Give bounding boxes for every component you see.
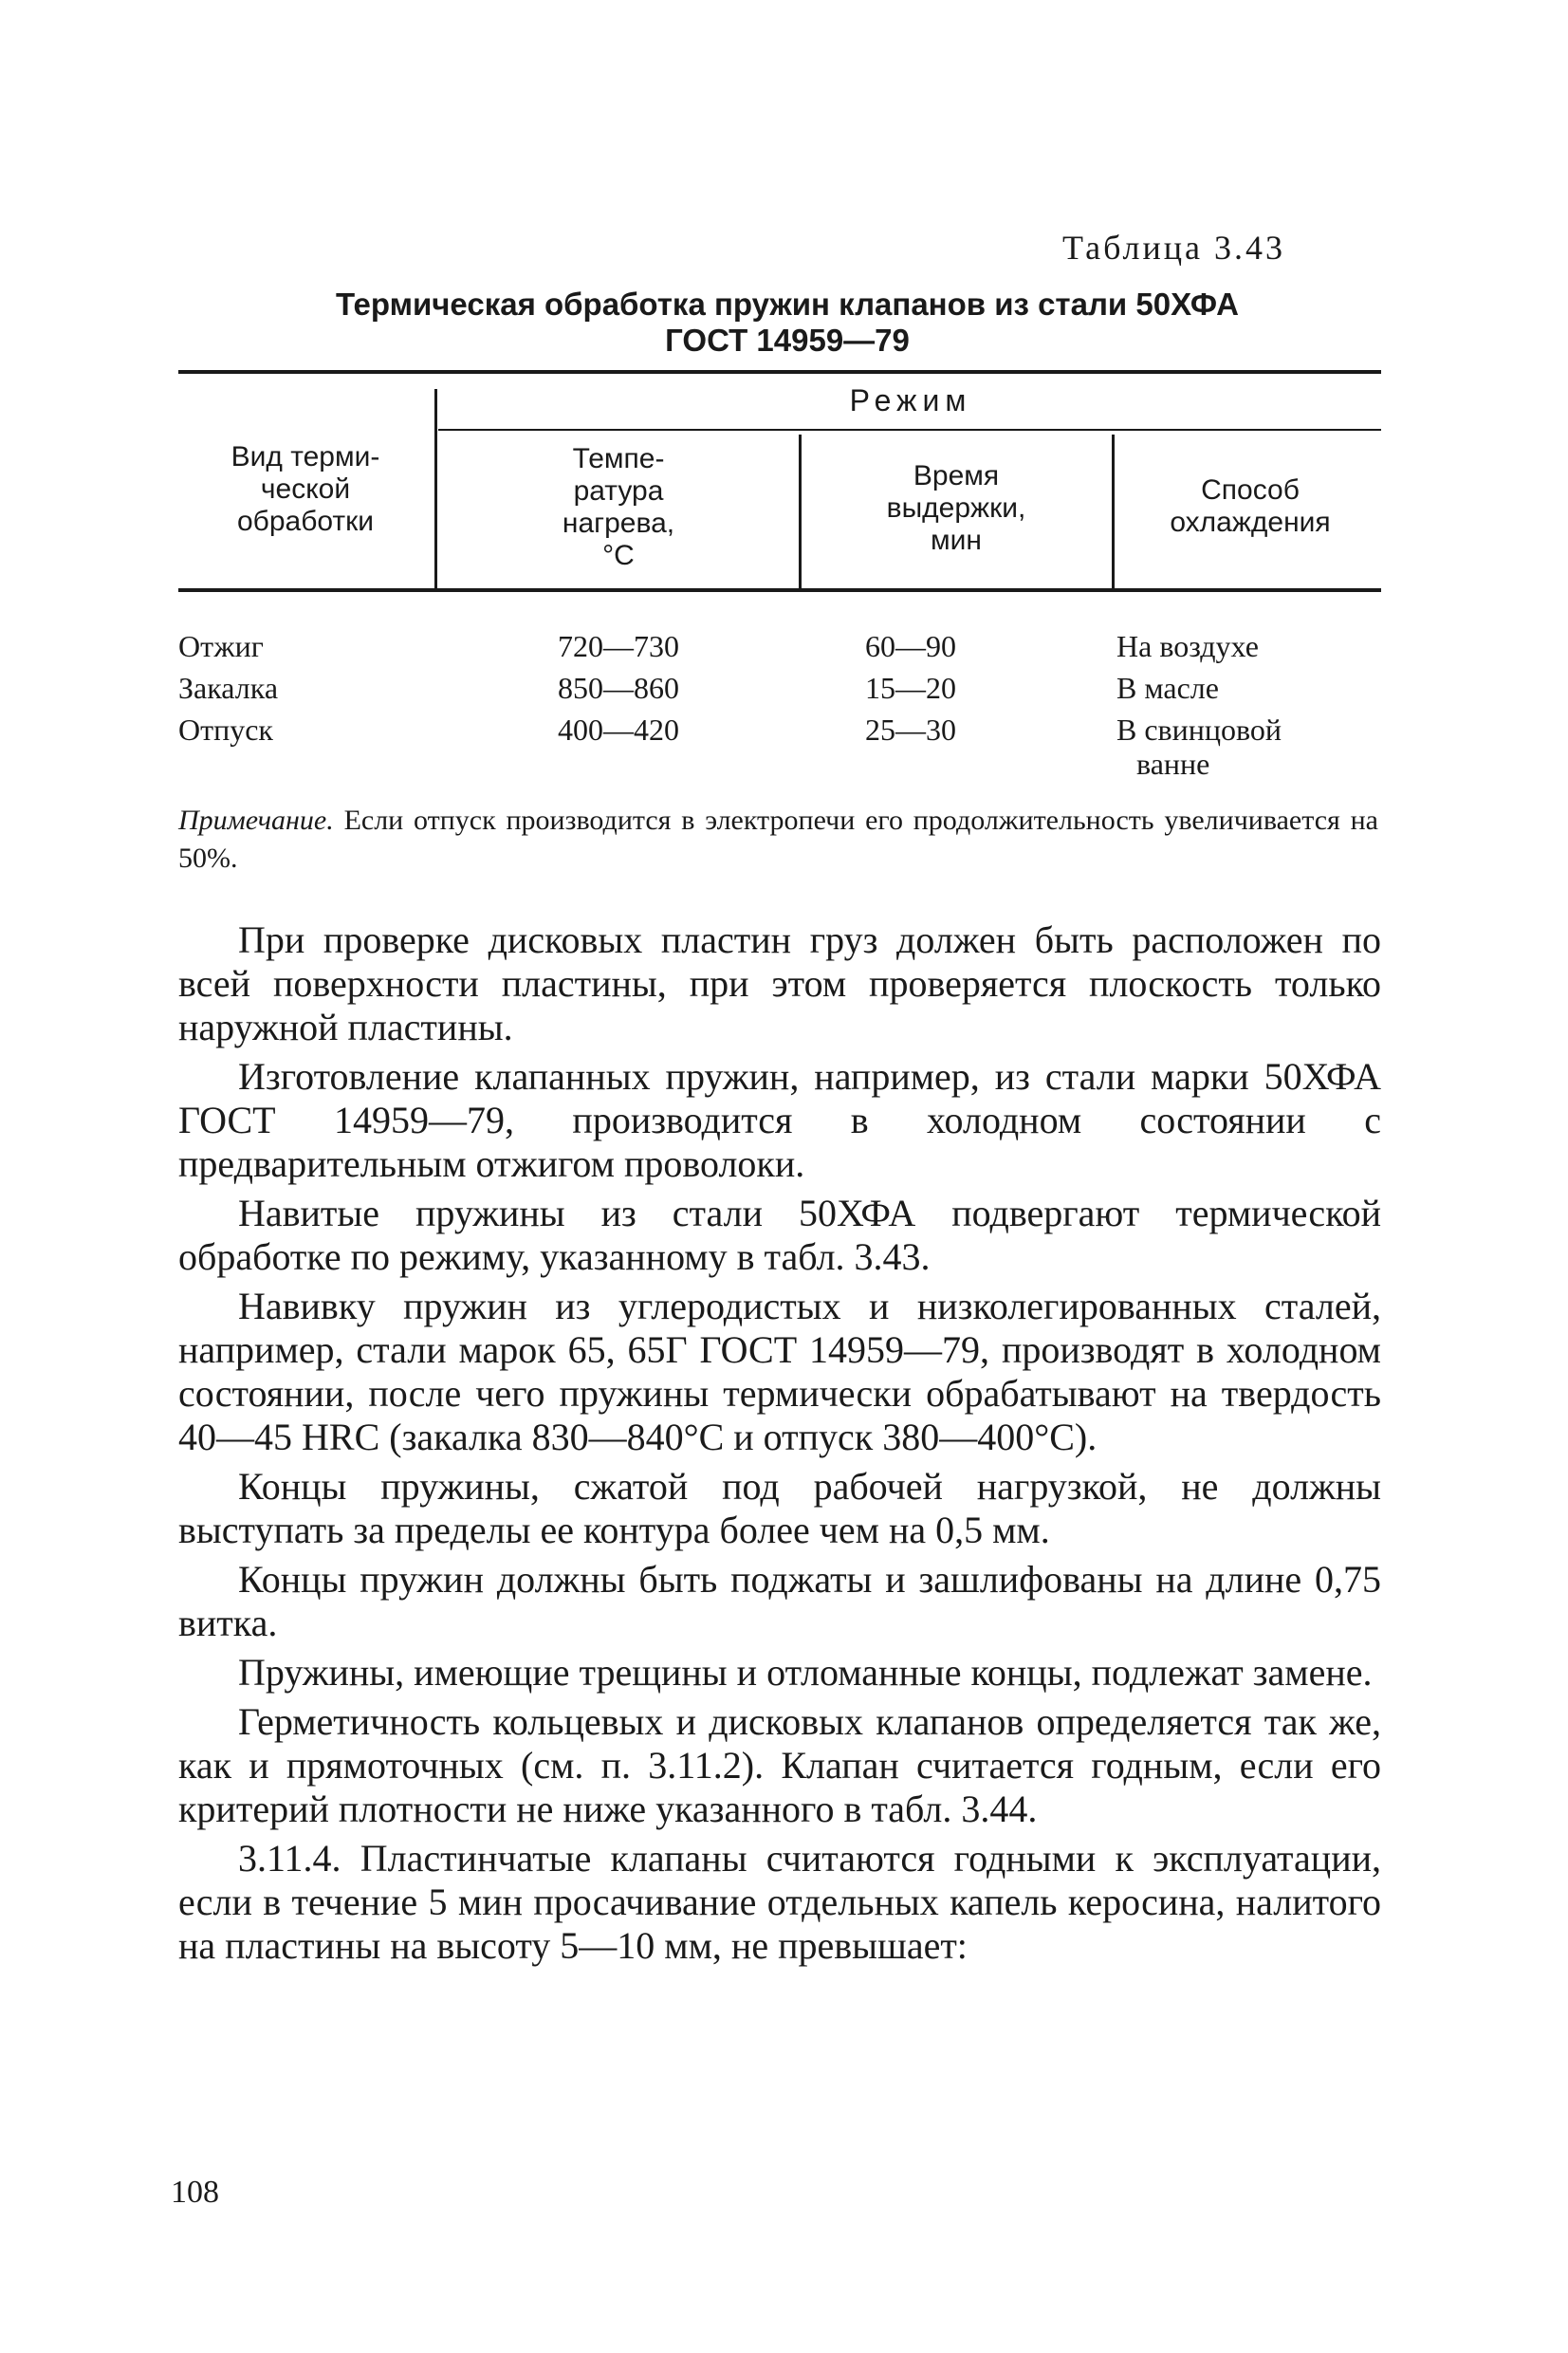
paragraph: При проверке дисковых пластин груз должен быть расположен по всей поверхности пластины, при этом проверяется плоскость только наружной пластины. [178, 918, 1381, 1048]
header-line: обработки [236, 506, 375, 537]
table-divider-1 [434, 389, 437, 588]
header-line: ратура [573, 475, 664, 507]
header-line: охлаждения [1170, 507, 1331, 538]
cell-type: Отпуск [178, 713, 273, 747]
paragraph: Навитые пружины из стали 50ХФА подвергают термической обработке по режиму, указанному в табл. 3.43. [178, 1192, 1381, 1278]
cell-temperature: 400—420 [558, 713, 679, 747]
header-line: нагрева, [562, 508, 675, 539]
paragraph: Герметичность кольцевых и дисковых клапанов определяется так же, как и прямоточных (см. п. 3.11.2). Клапан считается годным, если его критерий плотности не ниже указанного в табл. 3.44. [178, 1700, 1381, 1830]
cell-temperature: 850—860 [558, 671, 679, 705]
header-cooling-method [1119, 474, 1381, 539]
header-treatment-type [178, 441, 433, 538]
table-divider-2 [799, 435, 802, 588]
paragraph: Пружины, имеющие трещины и отломанные концы, подлежат замене. [238, 1651, 1373, 1694]
cell-time: 25—30 [865, 713, 956, 747]
paragraph: Концы пружины, сжатой под рабочей нагрузкой, не должны выступать за пределы ее контура более чем на 0,5 мм. [178, 1465, 1381, 1551]
header-line: Время [913, 460, 1000, 491]
cell-type: Отжиг [178, 629, 264, 663]
cell-cooling: В масле [1116, 671, 1219, 705]
header-line: °С [602, 540, 635, 571]
page-number: 108 [171, 2175, 219, 2210]
cell-cooling: На воздухе [1116, 629, 1259, 663]
table-title [313, 287, 1262, 359]
header-line: выдержки, [886, 492, 1026, 524]
header-temperature [442, 443, 795, 572]
header-line: Темпе- [572, 443, 665, 474]
cell-type: Закалка [178, 671, 279, 705]
note-label: Примечание. [178, 805, 334, 836]
body-text [178, 918, 1381, 1973]
header-line: ческой [260, 473, 351, 505]
table-divider-3 [1112, 435, 1115, 588]
table-title-line-1: Термическая обработка пружин клапанов из стали 50ХФА [335, 287, 1240, 322]
cell-time: 15—20 [865, 671, 956, 705]
paragraph: Навивку пружин из углеродистых и низколегированных сталей, например, стали марок 65, 65Г ГОСТ 14959—79, производят в холодном состоянии, после чего пружины термически обрабатывают на твердость 40—45 HRC (закалка 830—840°С и отпуск 380—400°С). [178, 1285, 1381, 1458]
note-text: Если отпуск производится в электропечи его продолжительность увеличивается на 50%. [178, 805, 1378, 874]
header-line: Способ [1201, 474, 1300, 506]
header-line: Вид терми- [231, 441, 380, 472]
paragraph: Концы пружин должны быть поджаты и зашлифованы на длине 0,75 витка. [178, 1558, 1381, 1644]
header-regime: Режим [849, 383, 972, 417]
cell-time: 60—90 [865, 629, 956, 663]
header-line: мин [931, 525, 982, 556]
header-hold-time [804, 460, 1108, 557]
cell-temperature: 720—730 [558, 629, 679, 663]
regime-underline [438, 429, 1381, 431]
table-header-bottom-rule [178, 588, 1381, 592]
table-top-rule [178, 370, 1381, 374]
cell-cooling-continued: ванне [1136, 747, 1210, 781]
table-title-line-2: ГОСТ 14959—79 [665, 323, 910, 358]
cell-cooling: В свинцовой [1116, 713, 1282, 747]
table-note [178, 802, 1378, 878]
paragraph: 3.11.4. Пластинчатые клапаны считаются годными к эксплуатации, если в течение 5 мин просачивание отдельных капель керосина, налитого на пластины на высоту 5—10 мм, не превышает: [178, 1837, 1381, 1967]
table-label: Таблица 3.43 [1062, 229, 1285, 267]
paragraph: Изготовление клапанных пружин, например, из стали марки 50ХФА ГОСТ 14959—79, производится в холодном состоянии с предварительным отжигом проволоки. [178, 1055, 1381, 1185]
